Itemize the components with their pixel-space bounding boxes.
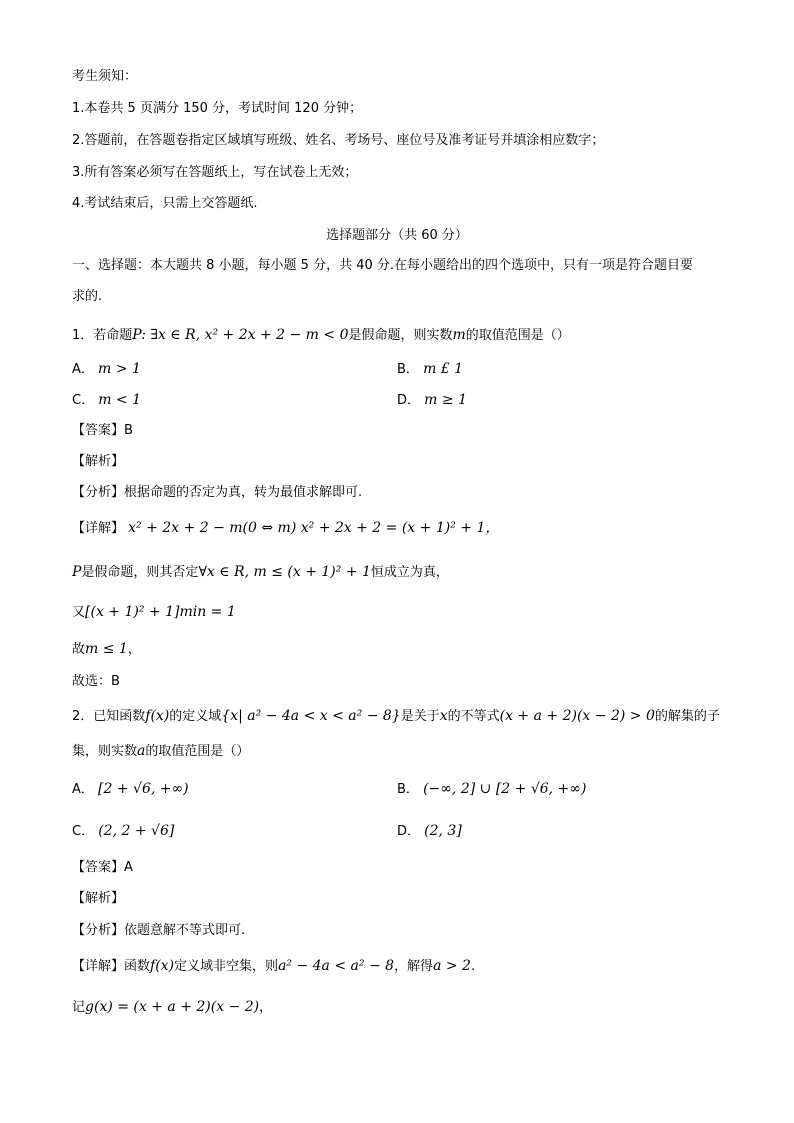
q1-detail-3-math: [(x + 1)² + 1]min = 1 bbox=[85, 604, 236, 620]
q2-answer-tag: 【答案】 bbox=[72, 860, 125, 875]
q1-option-c-text: m < 1 bbox=[98, 392, 142, 408]
q2-line2-b: 的取值范围是（） bbox=[145, 744, 250, 759]
q2-jiexi: 【解析】 bbox=[72, 891, 125, 906]
q1-detail-4-math: m ≤ 1 bbox=[85, 641, 128, 657]
q1-detail-3-a: 又 bbox=[72, 605, 86, 620]
q2-answer-value: A bbox=[124, 860, 133, 875]
q1-detail-4 bbox=[72, 640, 141, 659]
q1-var: m bbox=[452, 327, 466, 343]
q2-inequality: (x + a + 2)(x − 2) > 0 bbox=[499, 708, 655, 724]
q1-detail-2-math: ∀x ∈ R, m ≤ (x + 1)² + 1 bbox=[198, 564, 371, 580]
q2-mid-c: 的不等式 bbox=[447, 709, 500, 724]
part-intro-line-1: 一、选择题：本大题共 8 小题，每小题 5 分，共 40 分.在每小题给出的四个选项中，只有一项是符合题目要 bbox=[72, 258, 694, 273]
q1-option-c bbox=[72, 391, 141, 410]
q1-answer-value: B bbox=[124, 423, 133, 438]
q1-detail-2-a: 是假命题，则其否定 bbox=[81, 565, 199, 580]
q1-detail-tag: 【详解】 bbox=[72, 521, 125, 536]
q1-jiexi: 【解析】 bbox=[72, 454, 125, 469]
q1-answer-tag: 【答案】 bbox=[72, 423, 125, 438]
notice-item-4: 4.考试结束后，只需上交答题纸. bbox=[72, 196, 258, 211]
q1-analysis-tag: 【分析】 bbox=[72, 485, 125, 500]
q1-detail-2-var: P bbox=[72, 564, 82, 580]
q2-detail-2-b: ， bbox=[259, 1000, 273, 1015]
q2-prefix: 2．已知函数 bbox=[72, 709, 146, 724]
q2-detail-2-a: 记 bbox=[72, 1000, 86, 1015]
q2-var-x: x bbox=[439, 708, 448, 724]
q1-detail-2 bbox=[72, 563, 449, 582]
q1-option-d bbox=[397, 391, 467, 410]
q2-detail-1-a: 函数 bbox=[124, 959, 151, 974]
q1-answer bbox=[72, 422, 133, 440]
q2-option-b-text: (−∞, 2] ∪ [2 + √6, +∞) bbox=[423, 781, 587, 797]
q2-option-d bbox=[397, 822, 462, 841]
q2-stem-line-2 bbox=[72, 742, 249, 761]
section-title: 选择题部分（共 60 分） bbox=[326, 228, 468, 243]
q2-mid-a: 的定义域 bbox=[169, 709, 222, 724]
q2-option-a bbox=[72, 780, 189, 799]
q1-option-b-label: B． bbox=[397, 362, 419, 377]
q2-line2-a: 集，则实数 bbox=[72, 744, 138, 759]
q1-detail-3 bbox=[72, 603, 236, 622]
q2-detail-2-math: g(x) = (x + a + 2)(x − 2) bbox=[85, 999, 260, 1015]
q2-option-d-text: (2, 3] bbox=[424, 823, 462, 839]
q1-option-a bbox=[72, 360, 141, 379]
q2-option-b-label: B． bbox=[397, 782, 419, 797]
q2-mid-d: 的解集的子 bbox=[654, 709, 720, 724]
q2-analysis-text: 依题意解不等式即可. bbox=[124, 923, 246, 938]
notice-heading: 考生须知： bbox=[72, 69, 138, 84]
q1-option-b-text: m £ 1 bbox=[423, 361, 464, 377]
q1-option-a-text: m > 1 bbox=[98, 361, 141, 377]
q1-choose: 故选：B bbox=[72, 674, 120, 689]
q2-option-d-label: D． bbox=[397, 824, 421, 839]
q2-detail-1-c: ，解得 bbox=[394, 959, 434, 974]
q1-detail-1-math: x² + 2x + 2 − m(0 ⇔ m) x² + 2x + 2 = (x + 1)² + 1， bbox=[128, 520, 500, 536]
q1-option-b bbox=[397, 360, 463, 379]
q1-analysis bbox=[72, 484, 362, 502]
q2-option-a-label: A． bbox=[72, 782, 94, 797]
q2-var-a: a bbox=[137, 743, 146, 759]
q2-option-b bbox=[397, 780, 586, 799]
q1-detail-2-b: 恒成立为真， bbox=[370, 565, 449, 580]
q1-detail-4-a: 故 bbox=[72, 642, 86, 657]
q2-option-c bbox=[72, 822, 174, 841]
q2-mid-b: 是关于 bbox=[400, 709, 440, 724]
q2-detail-1-result: a > 2 bbox=[433, 958, 471, 974]
q2-detail-1-fx: f(x) bbox=[150, 958, 175, 974]
q1-option-d-label: D． bbox=[397, 393, 421, 408]
q2-domain-set: {x| a² − 4a < x < a² − 8} bbox=[221, 708, 401, 724]
q2-stem-line-1 bbox=[72, 707, 720, 726]
q2-analysis bbox=[72, 922, 245, 940]
q1-option-d-text: m ≥ 1 bbox=[424, 392, 467, 408]
part-intro-line-2: 求的. bbox=[72, 289, 103, 304]
q1-suffix-a: 是假命题，则实数 bbox=[348, 328, 453, 343]
q1-proposition: P: ∃x ∈ R, x² + 2x + 2 − m < 0 bbox=[132, 327, 349, 343]
q2-answer bbox=[72, 859, 133, 877]
q1-option-c-label: C． bbox=[72, 393, 95, 408]
q2-detail-1 bbox=[72, 957, 475, 976]
notice-item-2: 2.答题前，在答题卷指定区域填写班级、姓名、考场号、座位号及准考证号并填涂相应数字； bbox=[72, 133, 605, 148]
q1-stem bbox=[72, 326, 570, 345]
q2-detail-1-d: . bbox=[470, 959, 476, 974]
notice-item-1: 1.本卷共 5 页满分 150 分，考试时间 120 分钟； bbox=[72, 101, 363, 116]
q2-detail-2 bbox=[72, 998, 272, 1017]
q2-detail-1-math: a² − 4a < a² − 8 bbox=[278, 958, 395, 974]
q2-detail-1-b: 定义域非空集，则 bbox=[174, 959, 279, 974]
q1-detail-4-b: ， bbox=[127, 642, 141, 657]
q1-detail-1 bbox=[72, 519, 499, 538]
q1-option-a-label: A． bbox=[72, 362, 94, 377]
q2-option-c-text: (2, 2 + √6] bbox=[98, 823, 175, 839]
q2-fx: f(x) bbox=[145, 708, 170, 724]
q1-analysis-text: 根据命题的否定为真，转为最值求解即可. bbox=[124, 485, 363, 500]
q1-prefix: 1．若命题 bbox=[72, 328, 133, 343]
notice-item-3: 3.所有答案必须写在答题纸上，写在试卷上无效； bbox=[72, 165, 358, 180]
q2-option-c-label: C． bbox=[72, 824, 95, 839]
q2-detail-tag: 【详解】 bbox=[72, 959, 125, 974]
q1-suffix-b: 的取值范围是（） bbox=[465, 328, 570, 343]
q2-analysis-tag: 【分析】 bbox=[72, 923, 125, 938]
q2-option-a-text: [2 + √6, +∞) bbox=[98, 781, 189, 797]
